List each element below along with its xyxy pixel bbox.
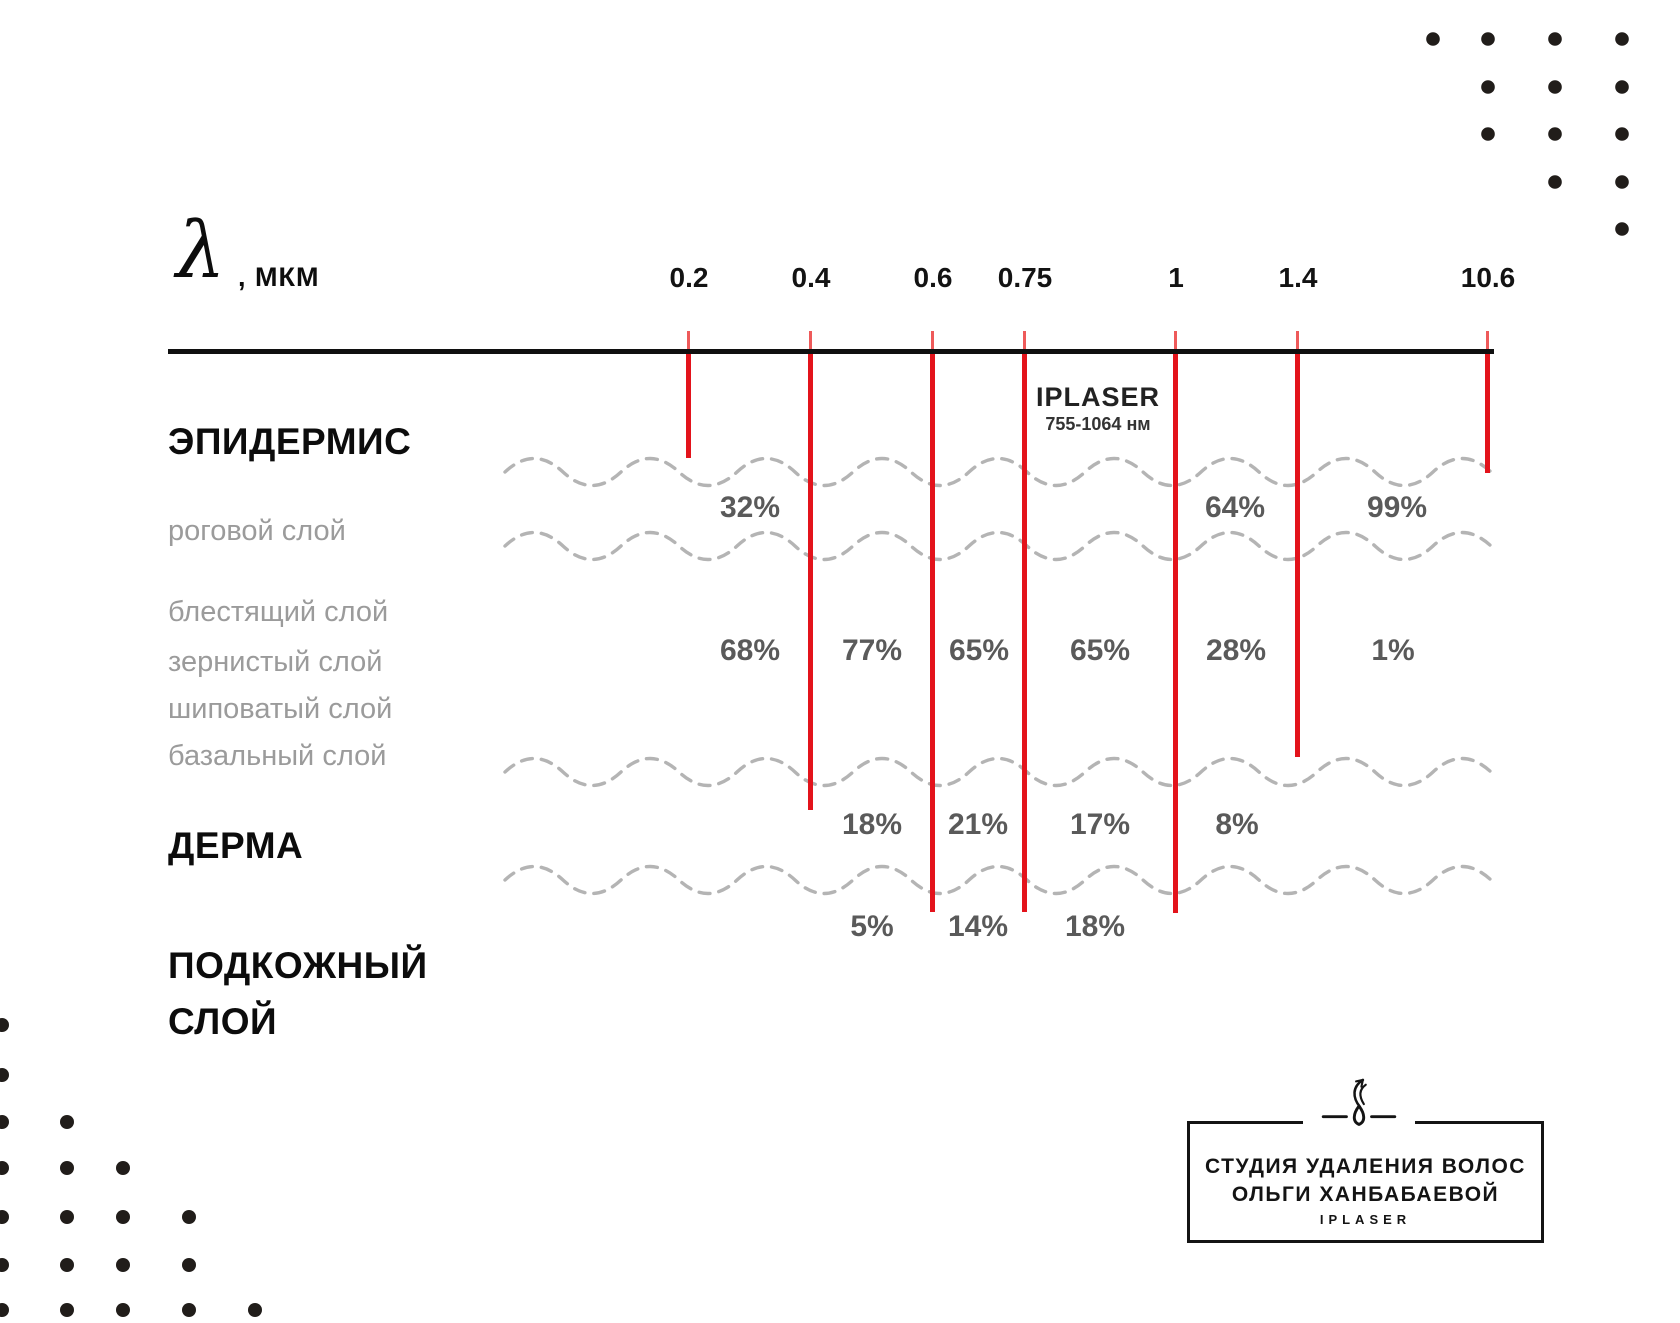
stratum-corneum-label: роговой слой xyxy=(168,515,346,547)
hair-follicle-icon xyxy=(1320,1078,1398,1136)
wave-boundary-2 xyxy=(505,533,1491,560)
derma-label: ДЕРМА xyxy=(168,825,304,866)
tick-label-10.6um: 10.6 xyxy=(1460,262,1516,293)
pct-derma-0.6-0.75: 21% xyxy=(947,808,1009,841)
wavelength-unit-label: , МКМ xyxy=(238,262,320,292)
wave-boundary-1 xyxy=(505,459,1491,486)
penetration-line-0.75um xyxy=(1022,352,1027,912)
penetration-line-1um xyxy=(1173,352,1178,913)
logo-studio-name-line2: ОЛЬГИ ХАНБАБАЕВОЙ xyxy=(1231,1183,1500,1206)
logo-studio-name-line1: СТУДИЯ УДАЛЕНИЯ ВОЛОС xyxy=(1205,1155,1526,1178)
tick-label-0.2um: 0.2 xyxy=(669,262,709,293)
pct-subcut-0.75-1: 18% xyxy=(1064,910,1126,943)
pct-derma-1-1.4: 8% xyxy=(1215,808,1259,841)
pct-epidermis-0.4-0.6: 77% xyxy=(841,634,903,667)
penetration-line-0.6um xyxy=(930,352,935,912)
wave-boundary-3 xyxy=(505,759,1491,786)
penetration-line-0.2um xyxy=(686,352,691,458)
penetration-line-1.4um xyxy=(1295,352,1300,757)
decor-dots-bottom-left xyxy=(0,1015,270,1323)
epidermis-label: ЭПИДЕРМИС xyxy=(168,421,412,462)
wavelength-axis xyxy=(168,349,1494,354)
subcutaneous-label-line1: ПОДКОЖНЫЙ xyxy=(168,945,428,986)
pct-derma-0.4-0.6: 18% xyxy=(841,808,903,841)
penetration-line-0.4um xyxy=(808,352,813,810)
pct-subcut-0.6-0.75: 14% xyxy=(947,910,1009,943)
pct-epidermis-1-1.4: 28% xyxy=(1205,634,1267,667)
tick-label-0.4um: 0.4 xyxy=(791,262,831,293)
tick-label-1.4um: 1.4 xyxy=(1278,262,1318,293)
wave-boundary-4 xyxy=(505,867,1491,894)
tick-label-0.6um: 0.6 xyxy=(913,262,953,293)
tick-label-0.75um: 0.75 xyxy=(997,262,1053,293)
logo-brand-name: IPLASER xyxy=(1319,1212,1412,1227)
stratum-spinosum-label: шиповатый слой xyxy=(168,693,393,725)
pct-stratum-1-1.4: 64% xyxy=(1204,491,1266,524)
penetration-line-10.6um xyxy=(1485,352,1490,473)
pct-stratum-1.4-10.6: 99% xyxy=(1366,491,1428,524)
pct-stratum-0.2-0.4: 32% xyxy=(719,491,781,524)
pct-epidermis-0.6-0.75: 65% xyxy=(948,634,1010,667)
decor-dots-top-right xyxy=(1420,20,1660,250)
laser-range-label: 755-1064 нм xyxy=(1045,414,1151,434)
lambda-symbol: λ xyxy=(176,206,226,296)
tick-label-1um: 1 xyxy=(1168,262,1184,293)
laser-name-label: IPLASER xyxy=(1035,382,1161,412)
pct-subcut-0.4-0.6: 5% xyxy=(850,910,894,943)
pct-epidermis-1.4-10.6: 1% xyxy=(1371,634,1415,667)
pct-derma-0.75-1: 17% xyxy=(1069,808,1131,841)
pct-epidermis-0.2-0.4: 68% xyxy=(719,634,781,667)
subcutaneous-label-line2: СЛОЙ xyxy=(168,1001,278,1042)
stratum-granulosum-label: зернистый слой xyxy=(168,646,383,678)
stratum-basale-label: базальный слой xyxy=(168,740,387,772)
stratum-lucidum-label: блестящий слой xyxy=(168,596,389,628)
pct-epidermis-0.75-1: 65% xyxy=(1069,634,1131,667)
